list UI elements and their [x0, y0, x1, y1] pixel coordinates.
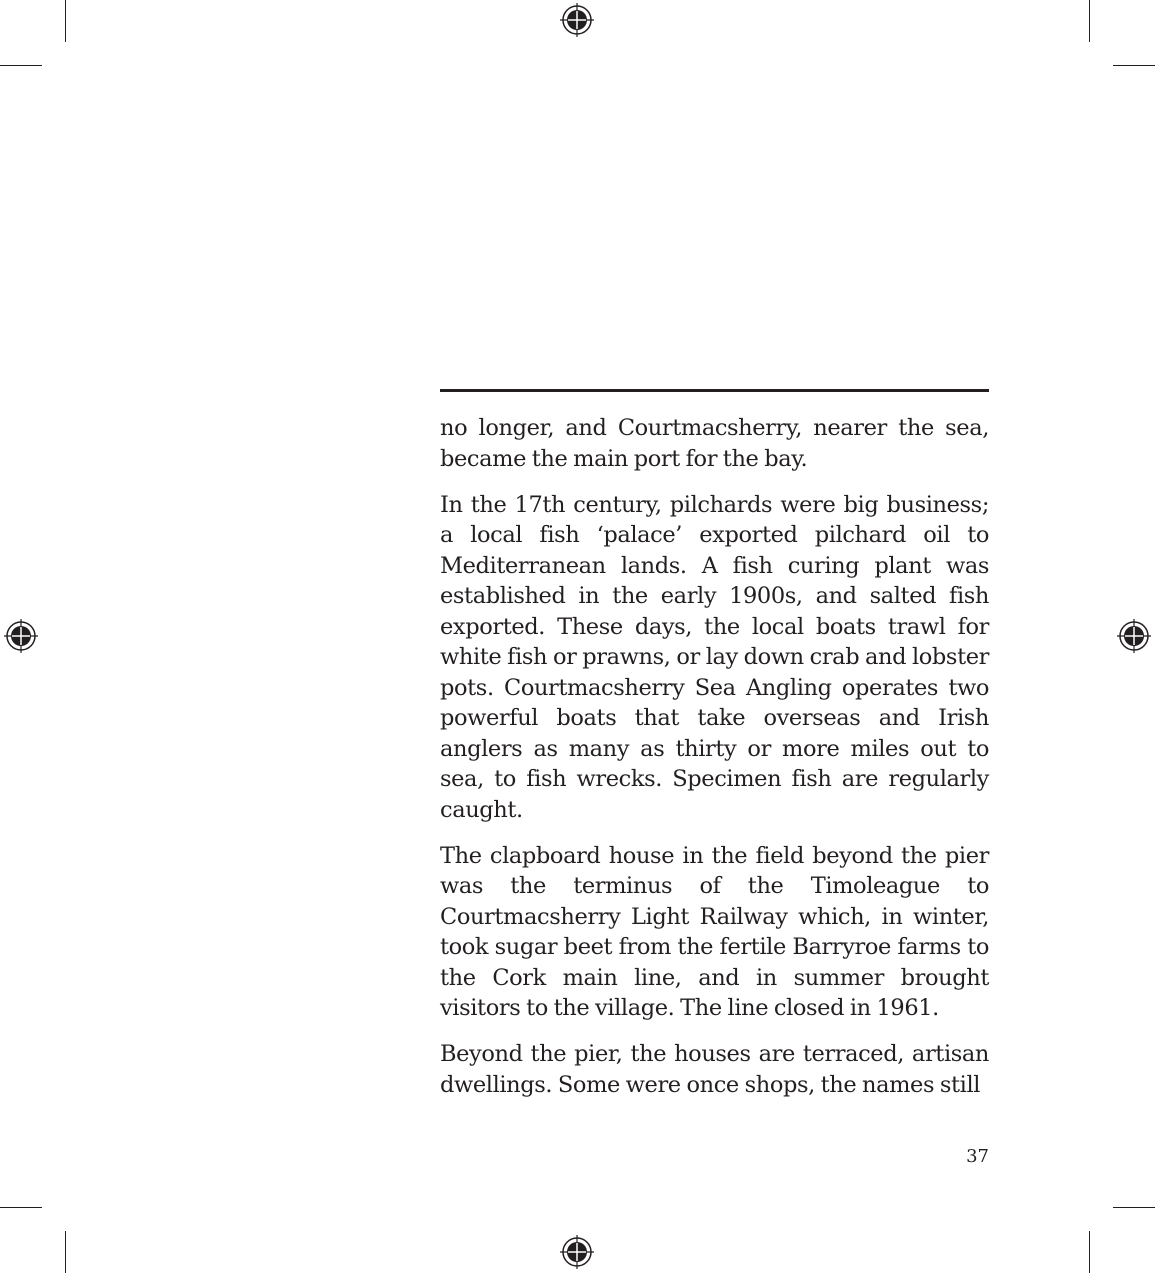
crop-mark-top-left-horizontal — [0, 65, 42, 66]
paragraph: no longer, and Courtmacsherry, nearer the sea, became the main port for the bay. — [440, 415, 989, 472]
crop-mark-bottom-left-vertical — [65, 1231, 66, 1273]
body-text — [440, 413, 989, 1116]
section-divider — [440, 389, 989, 392]
crop-mark-bottom-right-horizontal — [1113, 1207, 1155, 1208]
crop-mark-top-left-vertical — [65, 0, 66, 42]
registration-mark-icon — [560, 1235, 594, 1269]
page-number: 37 — [966, 1146, 989, 1167]
registration-mark-icon — [1117, 619, 1151, 653]
paragraph: The clapboard house in the field beyond the pier was the terminus of the Timoleague to Courtmacsherry Light Railway which, in winter, took sugar beet from the fertile Barryroe farms to the Cork main line, and in summer brought visitors to the village. The line closed in 1961. — [440, 842, 989, 1021]
crop-mark-top-right-vertical — [1089, 0, 1090, 42]
crop-mark-bottom-right-vertical — [1089, 1231, 1090, 1273]
paragraph: Beyond the pier, the houses are terraced, artisan dwellings. Some were once shops, the names still — [440, 1041, 989, 1098]
registration-mark-icon — [560, 3, 594, 37]
registration-mark-icon — [4, 619, 38, 653]
crop-mark-bottom-left-horizontal — [0, 1207, 42, 1208]
crop-mark-top-right-horizontal — [1113, 65, 1155, 66]
paragraph: In the 17th century, pilchards were big business; a local fish ‘palace’ exported pilchard oil to Mediterranean lands. A fish curing plant was established in the early 1900s, and salted fish exported. These days, the local boats trawl for white fish or prawns, or lay down crab and lobster pots. Courtmacsherry Sea Angling operates two powerful boats that take overseas and Irish anglers as many as thirty or more miles out to sea, to fish wrecks. Specimen fish are regularly caught. — [440, 491, 989, 823]
